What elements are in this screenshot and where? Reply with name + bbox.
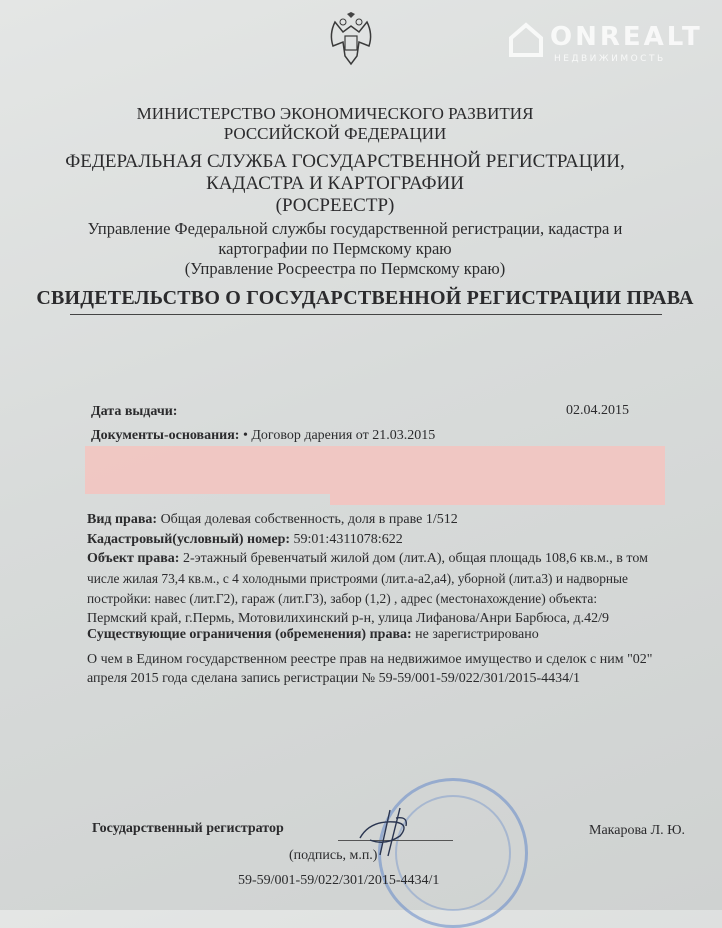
basis-label: Документы-основания: — [91, 428, 240, 443]
department-line-1: Управление Федеральной службы государственной регистрации, кадастра и — [87, 219, 623, 238]
right-type-value: Общая долевая собственность, доля в праве 1/512 — [157, 512, 458, 527]
object-line-4: Пермский край, г.Пермь, Мотовилихинский р-н, улица Лифанова/Анри Барбюса, д.42/9 — [87, 611, 609, 626]
service-line-3: (РОСРЕЕСТР) — [275, 195, 395, 216]
house-icon — [508, 22, 544, 58]
object-line-2: числе жилая 73,4 кв.м., с 4 холодными пристроями (лит.а-а2,а4), уборной (лит.а3) и надворные — [87, 571, 628, 586]
restrictions-row — [87, 627, 539, 643]
object-line-1: 2-этажный бревенчатый жилой дом (лит.А), общая площадь 108,6 кв.м., в том — [179, 551, 648, 566]
document-title: СВИДЕТЕЛЬСТВО О ГОСУДАРСТВЕННОЙ РЕГИСТРАЦИИ ПРАВА — [36, 287, 694, 309]
right-type-label: Вид права: — [87, 512, 158, 527]
object-label: Объект права: — [87, 551, 180, 566]
object-line-3: постройки: навес (лит.Г2), гараж (лит.Г3), забор (1,2) , адрес (местонахождение) объекта: — [87, 591, 598, 606]
ministry-line-2: РОССИЙСКОЙ ФЕДЕРАЦИИ — [223, 124, 447, 143]
redaction-block-extension — [330, 490, 665, 505]
department-line-3: (Управление Росреестра по Пермскому краю) — [184, 259, 506, 278]
record-line-1: О чем в Едином государственном реестре прав на недвижимое имущество и сделок с ним "02" — [87, 652, 653, 667]
department-line-2: картографии по Пермскому краю — [218, 239, 452, 258]
cadastral-row — [87, 532, 403, 548]
ministry-line-1: МИНИСТЕРСТВО ЭКОНОМИЧЕСКОГО РАЗВИТИЯ — [136, 104, 534, 123]
basis-value: • Договор дарения от 21.03.2015 — [239, 428, 436, 443]
issue-date-value: 02.04.2015 — [566, 403, 629, 418]
issue-date-label: Дата выдачи: — [91, 404, 178, 419]
registrar-name: Макарова Л. Ю. — [589, 823, 685, 838]
restrictions-label: Существующие ограничения (обременения) права: — [87, 627, 412, 642]
basis-row — [91, 428, 435, 444]
title-underline — [70, 314, 662, 315]
registrar-label: Государственный регистратор — [92, 821, 284, 836]
signature-caption: (подпись, м.п.) — [289, 848, 378, 863]
redaction-block — [85, 446, 665, 494]
cadastral-label: Кадастровый(условный) номер: — [87, 532, 291, 547]
right-type-row — [87, 512, 458, 528]
cadastral-value: 59:01:4311078:622 — [290, 532, 403, 547]
object-row — [87, 551, 648, 567]
record-number: 59-59/001-59/022/301/2015-4434/1 — [238, 873, 440, 888]
record-line-2: апреля 2015 года сделана запись регистрации № 59-59/001-59/022/301/2015-4434/1 — [87, 671, 581, 686]
coat-of-arms-icon — [325, 12, 377, 68]
service-line-1: ФЕДЕРАЛЬНАЯ СЛУЖБА ГОСУДАРСТВЕННОЙ РЕГИСТРАЦИИ, — [65, 151, 625, 172]
service-line-2: КАДАСТРА И КАРТОГРАФИИ — [206, 173, 464, 194]
watermark-brand: ONREALT — [550, 22, 703, 52]
restrictions-value: не зарегистрировано — [411, 627, 539, 642]
watermark-tagline: НЕДВИЖИМОСТЬ — [554, 54, 666, 64]
